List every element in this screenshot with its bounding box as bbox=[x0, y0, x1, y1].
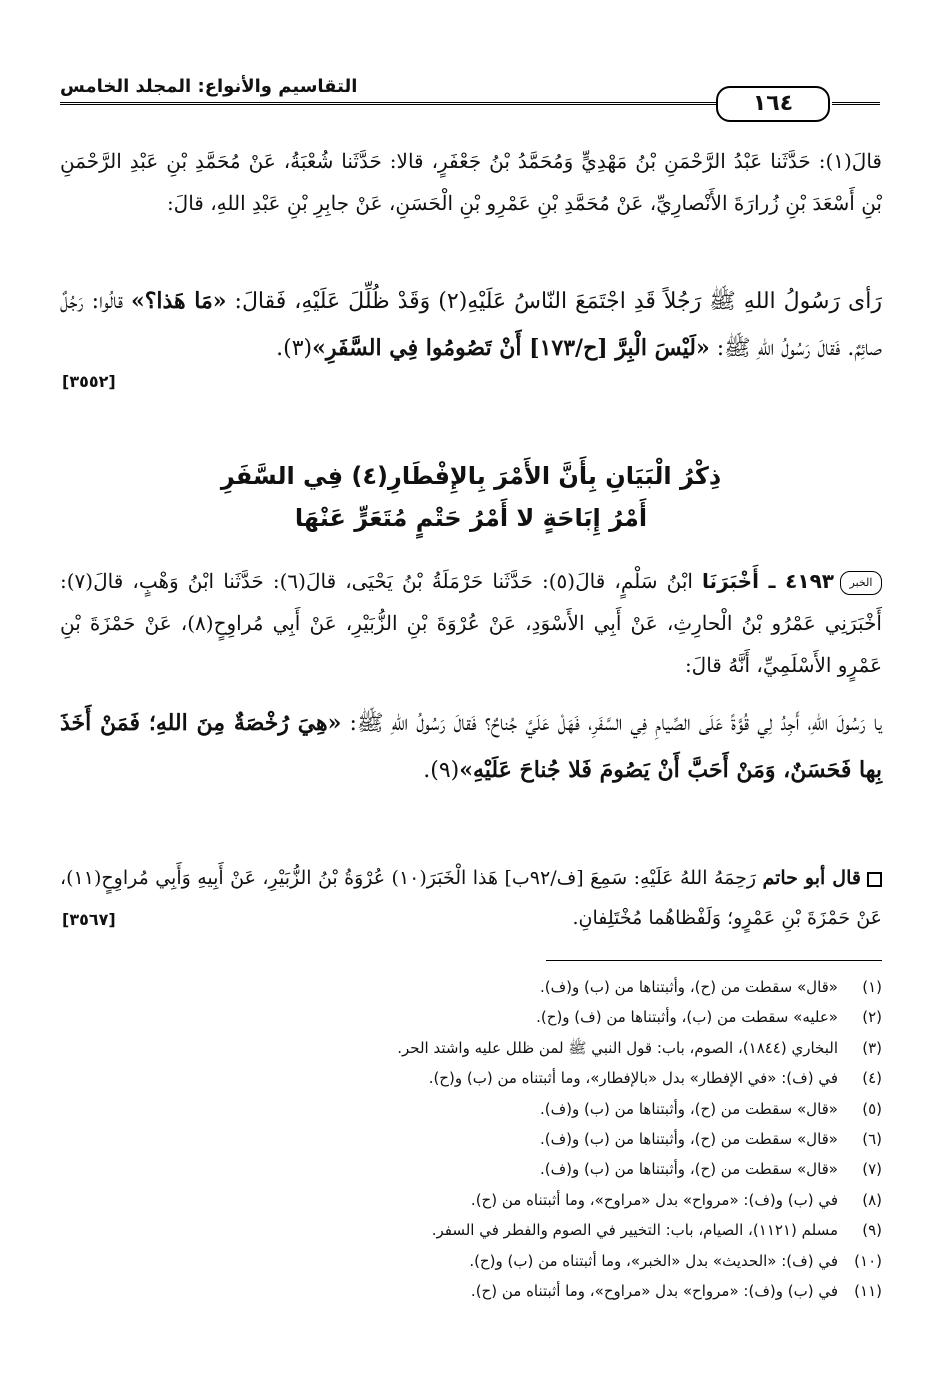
footnote-number: (٤) bbox=[862, 1069, 882, 1088]
khabar-badge-icon: الخبر bbox=[840, 571, 882, 595]
footnote-number: (١٠) bbox=[854, 1251, 882, 1270]
footnote-number: (١١) bbox=[854, 1281, 882, 1300]
hadith-text-1-part3: (٣). bbox=[276, 336, 313, 361]
commentary-lead: قال أبو حاتم bbox=[762, 867, 861, 889]
footnotes bbox=[62, 972, 882, 1306]
footnote-text: «عليه» سقطت من (ب)، وأثبتناها من (ف) و(ح). bbox=[536, 1008, 838, 1027]
footnote-text: «قال» سقطت من (ح)، وأثبتناها من (ب) و(ف). bbox=[539, 978, 838, 996]
hadith-reference-2: [٣٥٦٧] bbox=[62, 910, 116, 929]
isnad-paragraph-2 bbox=[60, 560, 882, 686]
footnote-item bbox=[62, 1276, 882, 1306]
footnote-item bbox=[62, 1094, 882, 1124]
hadith-text-1-part2: قالُوا: رَجُلٌ صائِمٌ. فَقالَ رَسُولُ اللهِ ﷺ: bbox=[60, 289, 882, 361]
hadith-text-1-quote2: «لَيْسَ الْبِرَّ [ح/١٧٣] أَنْ تَصُومُوا فِي السَّفَرِ» bbox=[312, 335, 710, 361]
commentary-text: رَحِمَهُ اللهُ عَلَيْهِ: سَمِعَ [ف/٩٢ب] هَذا الْخَبَرَ(١٠) عُرْوَةُ بْنُ الزُّبَيْرِ، عَنْ أَبِيهِ وَأَبِي مُراوِحٍ(١١)، عَنْ حَمْزَةَ بْنِ عَمْرٍو؛ وَلَفْظاهُما مُخْتَلِفانِ. bbox=[60, 867, 882, 929]
footnote-item bbox=[62, 1185, 882, 1215]
chapter-heading-line1: ذِكْرُ الْبَيَانِ بِأَنَّ الأَمْرَ بِالإِفْطَارِ(٤) فِي السَّفَرِ bbox=[220, 462, 722, 490]
footnote-item bbox=[62, 1124, 882, 1154]
footnote-text: البخاري (١٨٤٤)، الصوم، باب: قول النبي ﷺ لمن ظلل عليه واشتد الحر. bbox=[397, 1038, 838, 1057]
footnote-text: في (ب) و(ف): «مرواح» بدل «مراوح»، وما أثبتناه من (ح). bbox=[470, 1281, 838, 1300]
footnote-number: (٩) bbox=[862, 1221, 882, 1240]
commentary-paragraph bbox=[60, 858, 882, 938]
footnote-number: (٢) bbox=[862, 1008, 882, 1027]
footnote-text: في (ب) و(ف): «مرواح» بدل «مراوح»، وما أثبتناه من (ح). bbox=[470, 1190, 838, 1209]
footnote-item bbox=[62, 972, 882, 1002]
footnote-number: (٨) bbox=[862, 1190, 882, 1209]
footnote-text: «قال» سقطت من (ح)، وأثبتناها من (ب) و(ف). bbox=[539, 1099, 838, 1118]
footnote-number: (٥) bbox=[862, 1099, 882, 1118]
footnote-text: مسلم (١١٢١)، الصيام، باب: التخيير في الصوم والفطر في السفر. bbox=[431, 1221, 838, 1240]
running-title: التقاسيم والأنواع: المجلد الخامس bbox=[60, 76, 358, 97]
hadith-number: ٤١٩٣ ـ أَخْبَرَنَا bbox=[702, 569, 834, 593]
footnote-item bbox=[62, 1215, 882, 1245]
footnote-item bbox=[62, 1033, 882, 1063]
hadith-text-1-quote1: «مَا هَذا؟» bbox=[130, 288, 227, 314]
footnote-item bbox=[62, 1002, 882, 1032]
footnote-number: (١) bbox=[862, 978, 882, 996]
square-bullet-icon bbox=[867, 872, 882, 887]
footnote-item bbox=[62, 1154, 882, 1184]
footnote-number: (٦) bbox=[862, 1129, 882, 1148]
hadith-text-1-part1: رَأى رَسُولُ اللهِ ﷺ رَجُلاً قَدِ اجْتَمَعَ النّاسُ عَلَيْهِ(٢) وَقَدْ ظُلِّلَ عَلَيْهِ، فَقالَ: bbox=[226, 289, 882, 314]
hadith-reference-1: [٣٥٥٢] bbox=[62, 372, 116, 391]
footnote-text: «قال» سقطت من (ح)، وأثبتناها من (ب) و(ف). bbox=[539, 1129, 838, 1148]
hadith-text-2 bbox=[60, 700, 882, 794]
header-rule-right bbox=[832, 102, 880, 105]
isnad-text: ابْنُ سَلْمٍ، قالَ(٥): حَدَّثَنا حَرْمَلَةُ بْنُ يَحْيَى، قالَ(٦): حَدَّثَنا ابْنُ وَهْبٍ، قالَ(٧): أَخْبَرَنِي عَمْرُو بْنُ الْحارِثِ، عَنْ أَبِي الأَسْوَدِ، عَنْ عُرْوَةَ بْنِ الزُّبَيْرِ، عَنْ أَبِي مُراوِحٍ(٨)، عَنْ حَمْزَةَ بْنِ عَمْرٍو الأَسْلَمِيِّ، أَنَّهُ قالَ: bbox=[60, 569, 882, 677]
page-header bbox=[60, 68, 880, 116]
footnote-item bbox=[62, 1246, 882, 1276]
footnote-text: «قال» سقطت من (ح)، وأثبتناها من (ب) و(ف). bbox=[539, 1160, 838, 1179]
footnote-number: (٧) bbox=[862, 1160, 882, 1179]
chapter-heading-line2: أَمْرُ إِبَاحَةٍ لا أَمْرُ حَتْمٍ مُتَعَرٍّ عَنْهَا bbox=[294, 504, 648, 532]
hadith-text-2-quote: «هِيَ رُخْصَةٌ مِنَ اللهِ؛ فَمَنْ أَخَذَ بِها فَحَسَنٌ، وَمَنْ أَحَبَّ أَنْ يَصُومَ فَلا جُناحَ عَلَيْهِ» bbox=[60, 710, 882, 783]
footnote-rule bbox=[546, 960, 882, 961]
footnote-item bbox=[62, 1063, 882, 1093]
hadith-text-2-part2: (٩). bbox=[423, 758, 460, 783]
footnote-text: في (ف): «الحديث» بدل «الخبر»، وما أثبتناه من (ب) و(ح). bbox=[469, 1251, 838, 1270]
isnad-paragraph: قالَ(١): حَدَّثَنا عَبْدُ الرَّحْمَنِ بْنُ مَهْدِيٍّ وَمُحَمَّدُ بْنُ جَعْفَرٍ، قالا: حَدَّثَنا شُعْبَةُ، عَنْ مُحَمَّدِ بْنِ عَبْدِ الرَّحْمَنِ بْنِ أَسْعَدَ بْنِ زُرارَةَ الأَنْصارِيِّ، عَنْ مُحَمَّدِ بْنِ عَمْرِو بْنِ الْحَسَنِ، عَنْ جابِرِ بْنِ عَبْدِ اللهِ، قالَ: bbox=[60, 149, 882, 215]
hadith-text-1 bbox=[60, 278, 882, 372]
header-rule bbox=[60, 102, 750, 105]
page-number: ١٦٤ bbox=[716, 86, 830, 122]
hadith-text-2-part1: يا رَسُولَ اللهِ، أَجِدُ لِي قُوَّةً عَلَى الصِّيامِ فِي السَّفَرِ، فَهَلْ عَلَيَّ جُناحٌ؟ فَقالَ رَسُولُ اللهِ ﷺ: bbox=[341, 711, 882, 736]
footnote-text: في (ف): «في الإفطار» بدل «بالإفطار»، وما أثبتناه من (ب) و(ح). bbox=[428, 1069, 838, 1088]
footnote-number: (٣) bbox=[862, 1038, 882, 1057]
